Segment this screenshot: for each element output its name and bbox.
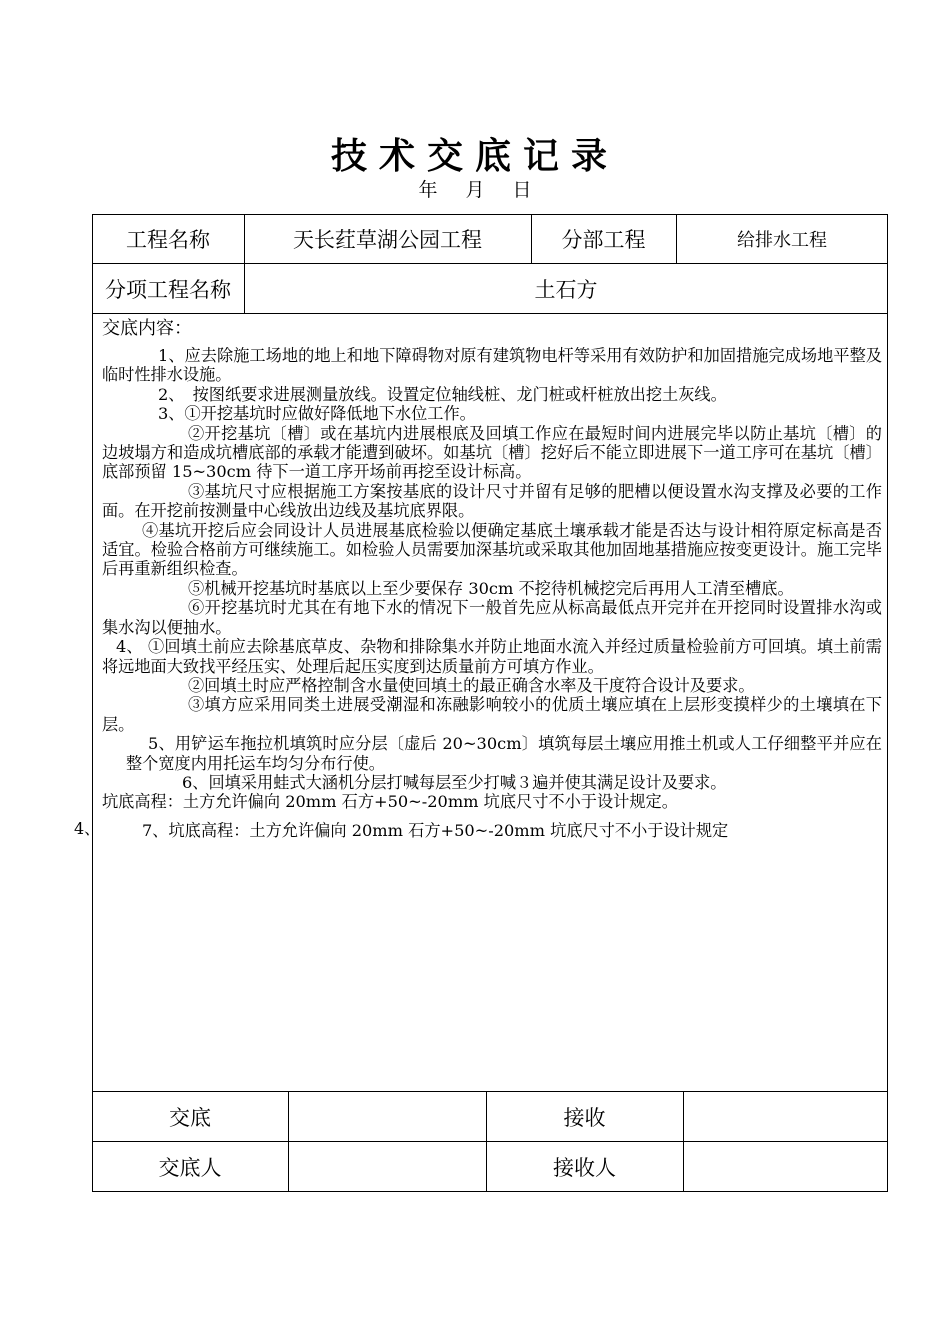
content-paragraph: 1、应去除施工场地的地上和地下障碍物对原有建筑物电杆等采用有效防护和加固措施完成场地平整及临时性排水设施。 — [102, 346, 882, 385]
content-paragraph: 7、坑底高程：土方允许偏向 20mm 石方+50~-20mm 坑底尺寸不小于设计规定 — [142, 820, 729, 840]
document-title: 技术交底记录 — [330, 136, 619, 177]
handover-person-label: 交底人 — [158, 1156, 222, 1180]
content-paragraph: 6、回填采用蛙式大涵机分层打喊每层至少打喊３遍并使其满足设计及要求。 — [182, 772, 727, 792]
content-paragraph: 3、①开挖基坑时应做好降低地下水位工作。 — [158, 404, 476, 424]
date-day: 日 — [512, 179, 532, 201]
handover-content — [102, 318, 882, 840]
content-label: 交底内容： — [102, 318, 192, 339]
content-paragraph: ②开挖基坑〔槽〕或在基坑内进展根底及回填工作应在最短时间内进展完毕以防止基坑〔槽〕的边坡塌方和造成坑槽底部的承载才能遭到破坏。如基坑〔槽〕挖好后不能立即进展下一道工序可在基坑〔槽〕底部预留 15~30cm 待下一道工序开场前再挖至设计标高。 — [102, 423, 882, 482]
receiver-value[interactable] — [683, 1142, 888, 1192]
division-label: 分部工程 — [561, 228, 646, 252]
content-paragraph: ④基坑开挖后应会同设计人员进展基底检验以便确定基底土壤承载才能是否达与设计相符原定标高是否适宜。检验合格前方可继续施工。如检验人员需要加深基坑或采取其他加固地基措施应按变更设计。施工完毕后再重新组织检查。 — [102, 520, 882, 579]
date-year: 年 — [418, 179, 438, 201]
content-paragraph: 5、用铲运车拖拉机填筑时应分层〔虚后 20~30cm〕填筑每层土壤应用推土机或人工仔细整平并应在整个宽度内用托运车均匀分布行使。 — [126, 734, 882, 773]
subitem-value: 土石方 — [534, 278, 598, 302]
date-month: 月 — [465, 179, 485, 201]
receive-label: 接收 — [563, 1105, 606, 1130]
content-paragraph: ②回填土时应严格控制含水量使回填土的最正确含水率及干度符合设计及要求。 — [188, 675, 755, 695]
project-name-label: 工程名称 — [126, 228, 210, 252]
content-paragraph: ⑤机械开挖基坑时基底以上至少要保存 30cm 不挖待机械挖完后再用人工清至槽底。 — [188, 578, 794, 598]
handover-person-value[interactable] — [288, 1142, 486, 1192]
subitem-label: 分项工程名称 — [105, 278, 231, 302]
content-paragraph: 2、 按图纸要求进展测量放线。设置定位轴线桩、龙门桩或杆桩放出挖土灰线。 — [158, 384, 727, 404]
project-name-value: 天长荭草湖公园工程 — [293, 228, 482, 252]
handover-value[interactable] — [288, 1092, 486, 1141]
content-paragraph: ③基坑尺寸应根据施工方案按基底的设计尺寸并留有足够的肥槽以便设置水沟支撑及必要的工作面。在开挖前按测量中心线放出边线及基坑底界限。 — [102, 481, 882, 521]
content-paragraph: ⑥开挖基坑时尤其在有地下水的情况下一般首先应从标高最低点开完并在开挖同时设置排水沟或集水沟以便抽水。 — [102, 598, 882, 637]
receive-value[interactable] — [683, 1092, 888, 1141]
handover-label: 交底 — [169, 1105, 211, 1130]
receiver-label: 接收人 — [553, 1156, 616, 1180]
content-paragraph: 坑底高程：土方允许偏向 20mm 石方+50~-20mm 坑底尺寸不小于设计规定。 — [102, 792, 678, 812]
date-line — [0, 175, 950, 202]
content-paragraph: ③填方应采用同类土进展受潮湿和冻融影响较小的优质土壤应填在上层形变摸样少的土壤填在下层。 — [102, 695, 882, 734]
division-value: 给排水工程 — [737, 230, 827, 251]
margin-note: 4、 — [74, 819, 101, 838]
content-paragraph: 4、 ①回填土前应去除基底草皮、杂物和排除集水并防止地面水流入并经过质量检验前方可回填。填土前需将远地面大致找平经压实、处理后起压实度到达质量前方可填方作业。 — [102, 637, 882, 676]
